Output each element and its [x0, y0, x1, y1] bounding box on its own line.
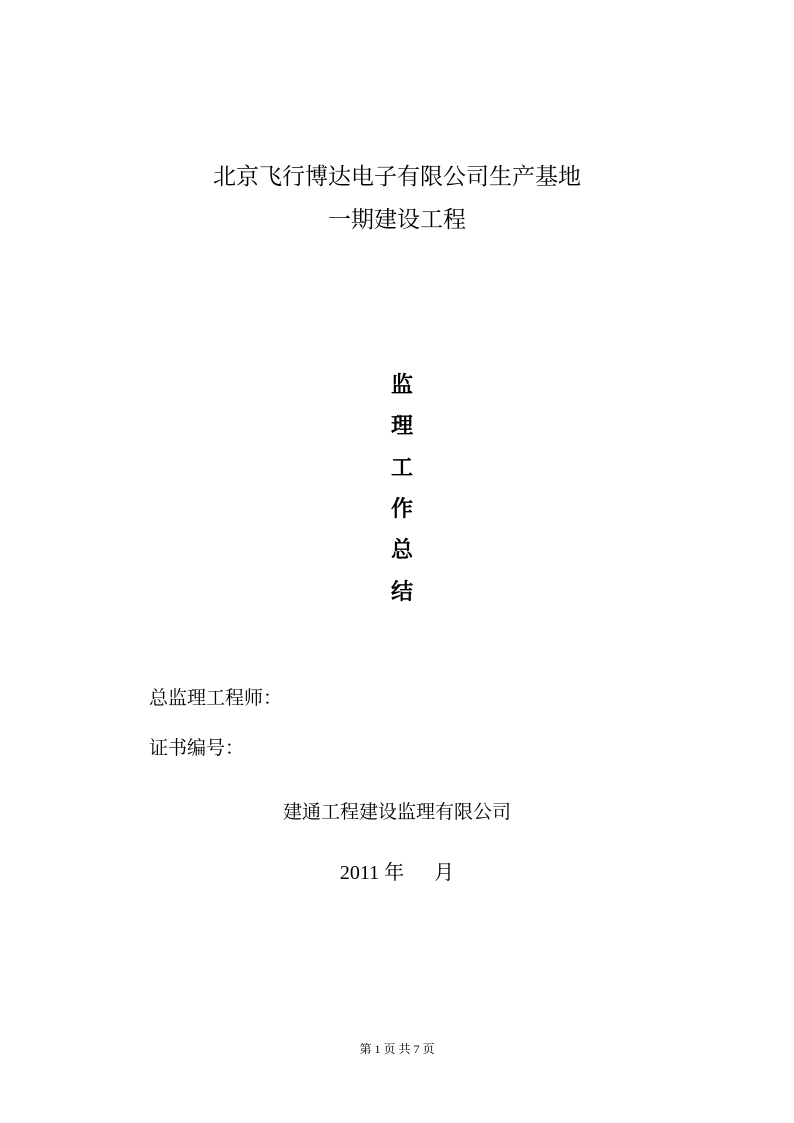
doc-type-char-3: 工: [390, 456, 413, 481]
project-title-line-1: 北京飞行博达电子有限公司生产基地: [213, 164, 581, 190]
certificate-number-label: 证书编号：: [149, 737, 245, 759]
page-footer: 第 1 页 共 7 页: [359, 1042, 435, 1056]
date-month: 月: [434, 862, 455, 884]
doc-type-char-5: 总: [390, 538, 413, 563]
date-line: [0, 861, 794, 885]
doc-type-char-1: 监: [390, 373, 413, 398]
doc-type-char-4: 作: [390, 497, 413, 522]
project-title-line-2: 一期建设工程: [328, 207, 466, 233]
company-name: 建通工程建设监理有限公司: [282, 801, 511, 823]
doc-type-char-6: 结: [390, 580, 413, 605]
date-year: 2011 年: [339, 862, 405, 884]
chief-engineer-label: 总监理工程师：: [149, 687, 283, 709]
doc-type-char-2: 理: [390, 414, 413, 439]
